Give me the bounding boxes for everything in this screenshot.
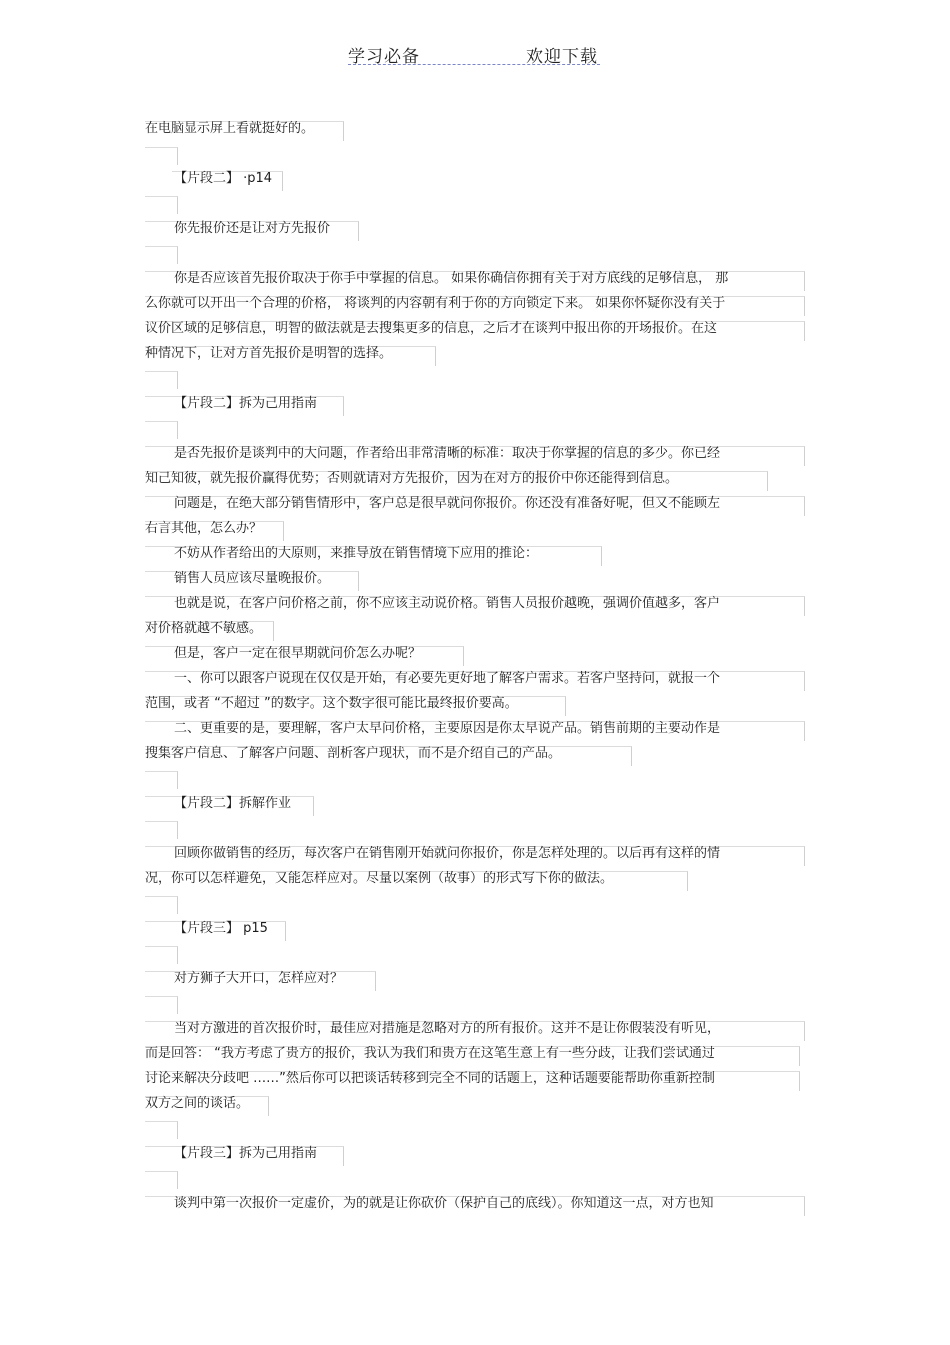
fragment-box: [145, 1171, 178, 1189]
body-line: 销售人员应该尽量晚报价。: [174, 571, 331, 586]
body-line: 一、你可以跟客户说现在仅仅是开始，有必要先更好地了解客户需求。若客户坚持问，就报一个: [174, 671, 721, 686]
header-left-text: 学习必备: [348, 47, 420, 67]
fragment-box: [145, 1121, 178, 1139]
header-right-text: 欢迎下载: [526, 47, 598, 67]
fragment-box: [145, 996, 178, 1014]
body-line: 但是，客户一定在很早期就问价怎么办呢？: [174, 646, 422, 661]
fragment-box: [145, 246, 178, 264]
body-line: 在电脑显示屏上看就挺好的。: [145, 121, 315, 136]
body-line: 而是回答： “我方考虑了贵方的报价，我认为我们和贵方在这笔生意上有一些分歧，让我们尝试通过: [145, 1046, 715, 1061]
section-subheading: 你先报价还是让对方先报价: [174, 221, 331, 236]
body-line: 讨论来解决分歧吧 ……”然后你可以把谈话转移到完全不同的话题上，这种话题要能帮助你重新控制: [145, 1071, 715, 1086]
fragment-box: [145, 896, 178, 914]
body-line: 双方之间的谈话。: [145, 1096, 250, 1111]
body-line: 不妨从作者给出的大原则，来推导放在销售情境下应用的推论：: [174, 546, 539, 561]
body-line: 对价格就越不敏感。: [145, 621, 263, 636]
fragment-box: [145, 421, 178, 439]
body-line: 二、更重要的是，要理解，客户太早问价格，主要原因是你太早说产品。销售前期的主要动作是: [174, 721, 721, 736]
section-heading: 【片段三】拆为己用指南: [174, 1146, 318, 1161]
body-line: 况，你可以怎样避免，又能怎样应对。尽量以案例（故事）的形式写下你的做法。: [145, 871, 614, 886]
fragment-box: [145, 371, 178, 389]
body-line: 议价区域的足够信息，明智的做法就是去搜集更多的信息，之后才在谈判中报出你的开场报价。在这: [145, 321, 718, 336]
body-line: 知己知彼，就先报价赢得优势；否则就请对方先报价，因为在对方的报价中你还能得到信息。: [145, 471, 679, 486]
body-line: 谈判中第一次报价一定虚价，为的就是让你砍价（保护自己的底线）。你知道这一点，对方也知: [174, 1196, 714, 1211]
section-heading: 【片段二】拆解作业: [174, 796, 292, 811]
body-line: 种情况下，让对方首先报价是明智的选择。: [145, 346, 393, 361]
body-line: 是否先报价是谈判中的大问题，作者给出非常清晰的标准：取决于你掌握的信息的多少。你已经: [174, 446, 721, 461]
page-header: [348, 40, 600, 65]
fragment-box: [145, 147, 178, 165]
fragment-box: [145, 946, 178, 964]
fragment-box: [145, 821, 178, 839]
section-heading: 【片段三】 p15: [174, 921, 268, 936]
body-line: 回顾你做销售的经历，每次客户在销售刚开始就问你报价，你是怎样处理的。以后再有这样的情: [174, 846, 721, 861]
body-line: 当对方激进的首次报价时，最佳应对措施是忽略对方的所有报价。这并不是让你假装没有听见，: [174, 1021, 721, 1036]
section-heading: 【片段二】拆为己用指南: [174, 396, 318, 411]
body-line: 搜集客户信息、了解客户问题、剖析客户现状，而不是介绍自己的产品。: [145, 746, 562, 761]
body-line: 问题是，在绝大部分销售情形中，客户总是很早就问你报价。你还没有准备好呢，但又不能顾左: [174, 496, 721, 511]
body-line: 也就是说，在客户问价格之前，你不应该主动说价格。销售人员报价越晚，强调价值越多，客户: [174, 596, 721, 611]
body-line: 范围，或者 “不超过 ”的数字。这个数字很可能比最终报价要高。: [145, 696, 518, 711]
section-heading: 【片段二】 ·p14: [174, 171, 273, 186]
body-line: 右言其他，怎么办？: [145, 521, 263, 536]
fragment-box: [145, 771, 178, 789]
body-line: 你是否应该首先报价取决于你手中掌握的信息。 如果你确信你拥有关于对方底线的足够信息， 那: [174, 271, 729, 286]
section-subheading: 对方狮子大开口，怎样应对？: [174, 971, 344, 986]
fragment-box: [145, 196, 178, 214]
body-line: 么你就可以开出一个合理的价格， 将谈判的内容朝有利于你的方向锁定下来。 如果你怀疑你没有关于: [145, 296, 726, 311]
